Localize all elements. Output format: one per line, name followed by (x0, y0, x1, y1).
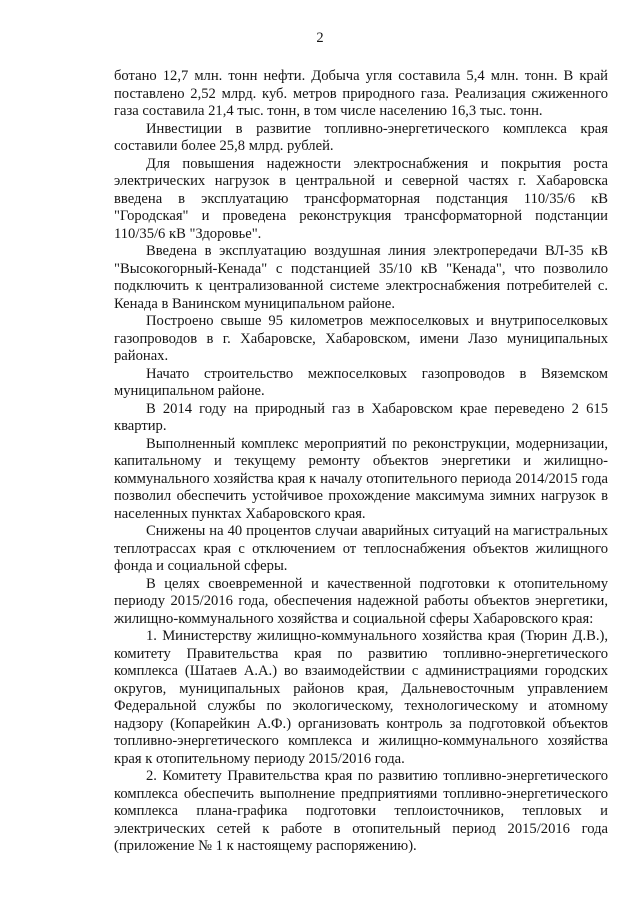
page-number: 2 (316, 30, 324, 46)
paragraph-accidents-reduced: Снижены на 40 процентов случаи аварийных ситуаций на магистральных теплотрассах края с отключением от теплоснабжения объектов жилищного фонда и социальной сферы. (114, 523, 608, 574)
paragraph-apartments-gasified: В 2014 году на природный газ в Хабаровском крае переведено 2 615 квартир. (114, 400, 608, 434)
paragraph-preamble: В целях своевременной и качественной подготовки к отопительному периоду 2015/2016 года, обеспечения надежной работы объектов энергетики, жилищно-коммунального хозяйства и социальной сферы Хабаровского края: (114, 575, 608, 627)
paragraph-heating-season: Выполненный комплекс мероприятий по реконструкции, модернизации, капитальному и текущему ремонту объектов энергетики и жилищно-коммунального хозяйства края к началу отопительного периода 2014/2015 года позволил обеспечить устойчивое прохождение максимума зимних нагрузок в населенных пунктах Хабаровского края. (114, 435, 608, 522)
paragraph-item-2: 2. Комитету Правительства края по развитию топливно-энергетического комплекса обеспечить выполнение предприятиями топливно-энергетического комплекса плана-графика подготовки теплоисточников, тепловых и электрических сетей к работе в отопительный период 2015/2016 года (приложение № 1 к настоящему распоряжению). (114, 768, 608, 854)
document-body (114, 68, 608, 856)
paragraph-item-1: 1. Министерству жилищно-коммунального хозяйства края (Тюрин Д.В.), комитету Правительства края по развитию топливно-энергетического комплекса (Шатаев А.А.) во взаимодействии с администрациями городских округов, муниципальных районов края, Дальневосточным управлением Федеральной службы по экологическому, технологическому и атомному надзору (Копарейкин А.Ф.) организовать контроль за подготовкой объектов топливно-энергетического комплекса и жилищно-коммунального хозяйства края к отопительному периоду 2015/2016 года. (114, 628, 608, 767)
paragraph-oil-coal-gas: ботано 12,7 млн. тонн нефти. Добыча угля составила 5,4 млн. тонн. В край поставлено 2,52 млрд. куб. метров природного газа. Реализация сжиженного газа составила 21,4 тыс. тонн, в том числе населению 16,3 тыс. тонн. (114, 68, 608, 119)
paragraph-gas-pipelines: Построено свыше 95 километров межпоселковых и внутрипоселковых газопроводов в г. Хабаровске, Хабаровском, имени Лазо муниципальных районах. (114, 313, 608, 364)
paragraph-investments: Инвестиции в развитие топливно-энергетического комплекса края составили более 25,8 млрд. рублей. (114, 120, 608, 154)
paragraph-substation-gorodskaya: Для повышения надежности электроснабжения и покрытия роста электрических нагрузок в центральной и северной частях г. Хабаровска введена в эксплуатацию трансформаторная подстанция 110/35/6 кВ "Городская" и проведена реконструкция трансформаторной подстанции 110/35/6 кВ "Здоровье". (114, 155, 608, 242)
paragraph-power-line-kenada: Введена в эксплуатацию воздушная линия электропередачи ВЛ-35 кВ "Высокогорный-Кенада" с подстанцией 35/10 кВ "Кенада", что позволило подключить к централизованной системе электроснабжения потребителей с. Кенада в Ванинском муниципальном районе. (114, 243, 608, 312)
paragraph-vyazemsky-construction: Начато строительство межпоселковых газопроводов в Вяземском муниципальном районе. (114, 365, 608, 399)
